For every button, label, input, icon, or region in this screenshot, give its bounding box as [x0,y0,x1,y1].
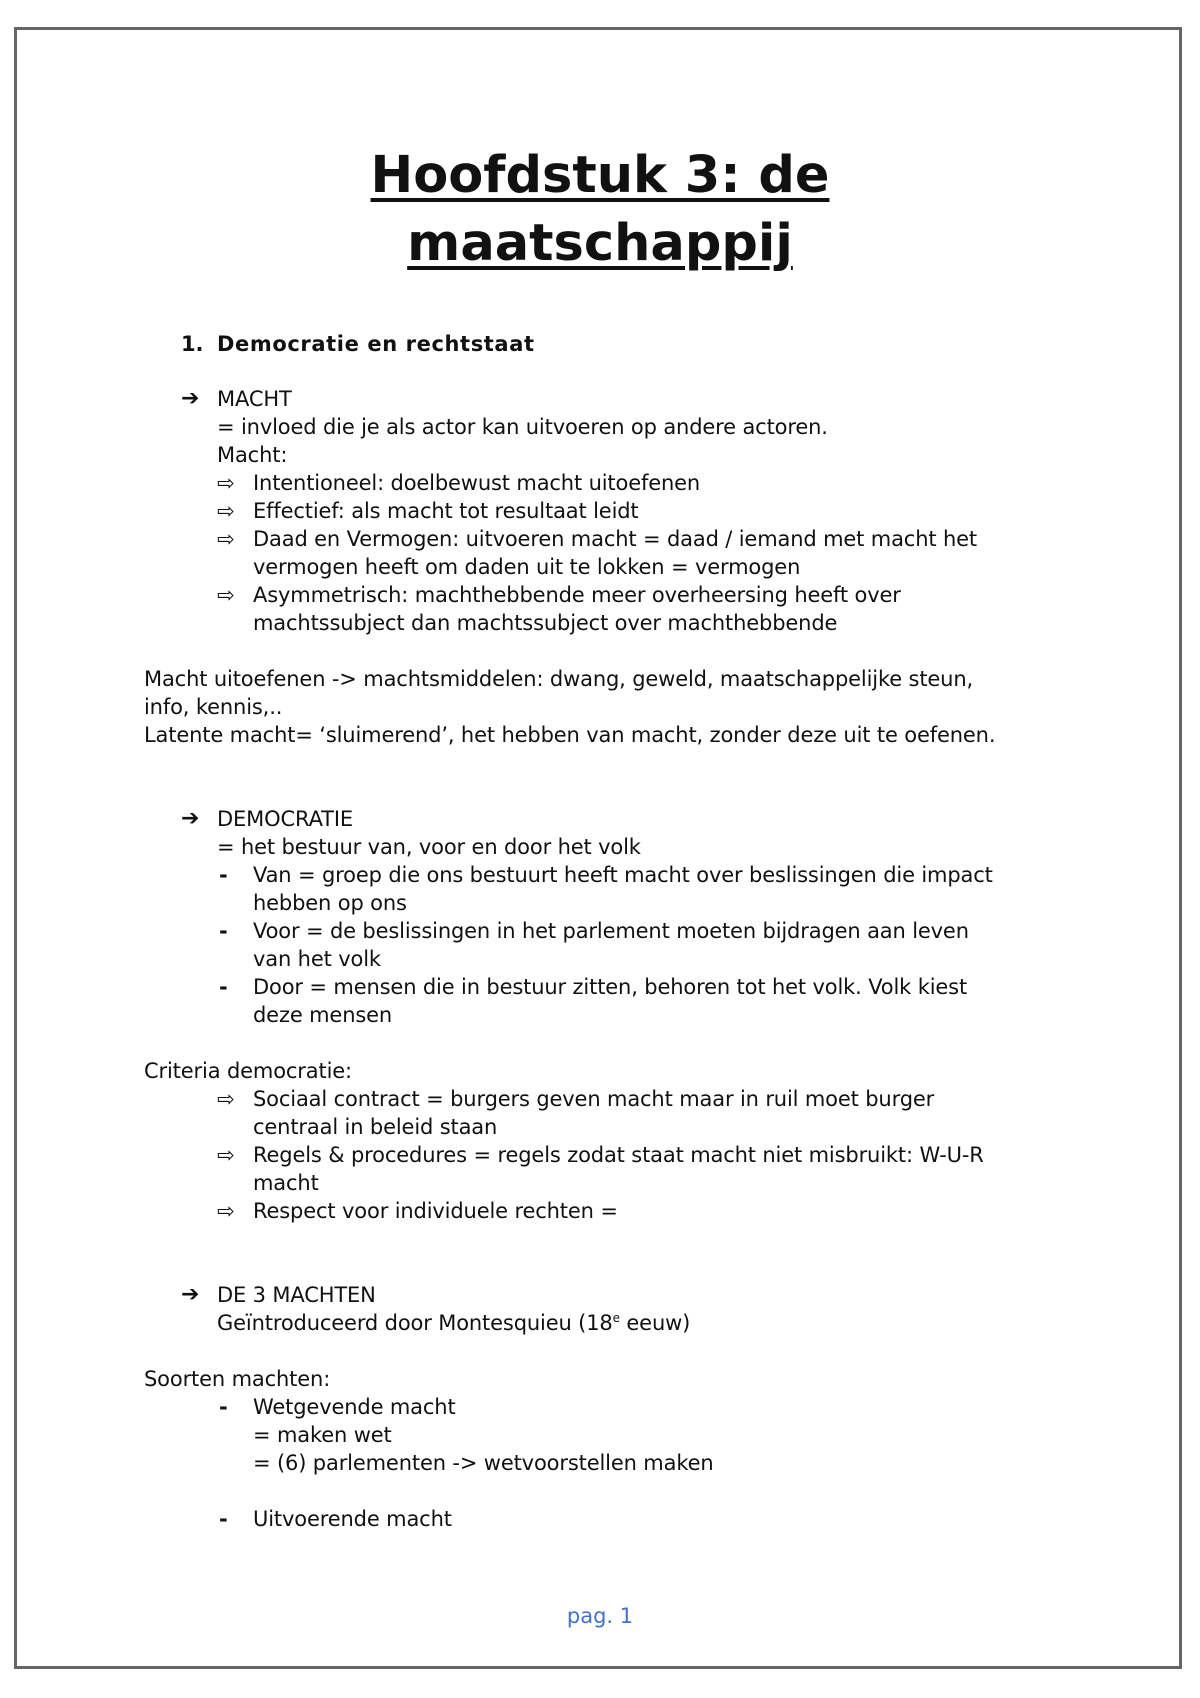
wetgevend-line2: = maken wet [253,1423,392,1447]
criteria-item-3: Respect voor individuele rechten = [253,1199,618,1223]
outline-arrow-icon: ⇨ [217,583,235,607]
wetgevend-line3: = (6) parlementen -> wetvoorstellen maken [253,1451,714,1475]
macht-item-3-line1: Daad en Vermogen: uitvoeren macht = daad / iemand met macht het [253,527,977,551]
section-heading: Democratie en rechtstaat [217,332,535,356]
criteria-label: Criteria democratie: [144,1059,352,1083]
democratie-item-2-line1: Voor = de beslissingen in het parlement moeten bijdragen aan leven [253,919,969,943]
democratie-item-1-line2: hebben op ons [253,891,407,915]
democratie-item-3-line1: Door = mensen die in bestuur zitten, behoren tot het volk. Volk kiest [253,975,968,999]
democratie-definition: = het bestuur van, voor en door het volk [217,835,641,859]
macht-paragraph-line1: Macht uitoefenen -> machtsmiddelen: dwang, geweld, maatschappelijke steun, [144,667,974,691]
uitvoerend-label: Uitvoerende macht [253,1507,452,1531]
criteria-item-1-line2: centraal in beleid staan [253,1115,498,1139]
criteria-item-2-line2: macht [253,1171,319,1195]
machten-heading: DE 3 MACHTEN [217,1283,376,1307]
arrow-right-icon: ➔ [181,386,200,411]
machten-intro: Geïntroduceerd door Montesquieu (18e eeuw) [217,1311,691,1335]
macht-paragraph-line2: info, kennis,.. [144,695,283,719]
macht-item-4-line1: Asymmetrisch: machthebbende meer overheersing heeft over [253,583,901,607]
page-title-line1: Hoofdstuk 3: de [370,146,830,205]
macht-definition: = invloed die je als actor kan uitvoeren op andere actoren. [217,415,828,439]
dash-bullet: - [219,919,228,943]
democratie-item-3-line2: deze mensen [253,1003,393,1027]
outline-arrow-icon: ⇨ [217,1087,235,1111]
page-title-line2: maatschappij [407,214,793,273]
dash-bullet: - [219,1395,228,1419]
macht-heading: MACHT [217,387,292,411]
outline-arrow-icon: ⇨ [217,499,235,523]
outline-arrow-icon: ⇨ [217,471,235,495]
dash-bullet: - [219,863,228,887]
outline-arrow-icon: ⇨ [217,1199,235,1223]
soorten-label: Soorten machten: [144,1367,331,1391]
macht-item-1: Intentioneel: doelbewust macht uitoefenen [253,471,701,495]
criteria-item-2-line1: Regels & procedures = regels zodat staat macht niet misbruikt: W-U-R [253,1143,984,1167]
outline-arrow-icon: ⇨ [217,1143,235,1167]
democratie-item-2-line2: van het volk [253,947,381,971]
dash-bullet: - [219,975,228,999]
wetgevend-label: Wetgevende macht [253,1395,456,1419]
latente-macht-line: Latente macht= ‘sluimerend’, het hebben van macht, zonder deze uit te oefenen. [144,723,996,747]
democratie-item-1-line1: Van = groep die ons bestuurt heeft macht over beslissingen die impact [253,863,993,887]
macht-item-4-line2: machtssubject dan machtssubject over machthebbende [253,611,838,635]
dash-bullet: - [219,1507,228,1531]
macht-item-2: Effectief: als macht tot resultaat leidt [253,499,639,523]
macht-item-3-line2: vermogen heeft om daden uit te lokken = vermogen [253,555,801,579]
page-number: pag. 1 [566,1604,634,1628]
macht-sublabel: Macht: [217,443,288,467]
section-number: 1. [181,332,204,356]
democratie-heading: DEMOCRATIE [217,807,354,831]
outline-arrow-icon: ⇨ [217,527,235,551]
criteria-item-1-line1: Sociaal contract = burgers geven macht maar in ruil moet burger [253,1087,935,1111]
arrow-right-icon: ➔ [181,806,200,831]
arrow-right-icon: ➔ [181,1282,200,1307]
